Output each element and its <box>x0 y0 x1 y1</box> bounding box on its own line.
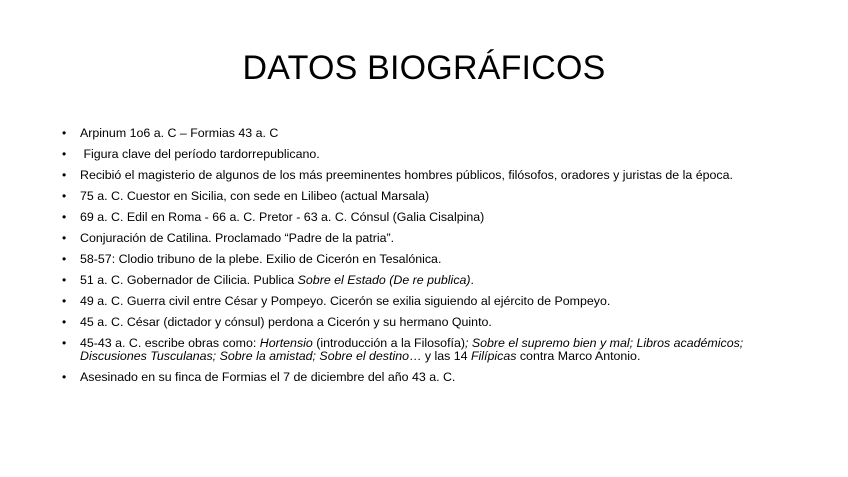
bullet-text: Conjuración de Catilina. Proclamado “Padre de la patria”. <box>80 231 395 245</box>
list-item <box>62 190 762 203</box>
bullet-text: 69 a. C. Edil en Roma - 66 a. C. Pretor - 63 a. C. Cónsul (Galia Cisalpina) <box>80 210 485 224</box>
bullet-icon: • <box>62 370 67 384</box>
text-segment: … y las 14 <box>408 349 471 363</box>
bullet-text: Recibió el magisterio de algunos de los más preeminentes hombres públicos, filósofos, oradores y juristas de la época. <box>80 168 733 182</box>
bullet-icon: • <box>62 231 67 245</box>
bullet-list <box>62 127 762 392</box>
text-segment: 51 a. C. Gobernador de Cilicia. Publica <box>80 273 298 287</box>
list-item <box>62 274 762 287</box>
bullet-text: 75 a. C. Cuestor en Sicilia, con sede en Lilibeo (actual Marsala) <box>80 189 430 203</box>
list-item <box>62 169 762 182</box>
bullet-icon: • <box>62 336 67 350</box>
text-segment: . <box>470 273 474 287</box>
slide-title: DATOS BIOGRÁFICOS <box>242 49 606 87</box>
bullet-icon: • <box>62 126 67 140</box>
list-item <box>62 295 762 308</box>
bullet-text: 58-57: Clodio tribuno de la plebe. Exilio de Cicerón en Tesalónica. <box>80 252 442 266</box>
list-item <box>62 148 762 161</box>
list-item <box>62 253 762 266</box>
list-item <box>62 316 762 329</box>
list-item <box>62 127 762 140</box>
bullet-text: 49 a. C. Guerra civil entre César y Pompeyo. Cicerón se exilia siguiendo al ejército de Pompeyo. <box>80 294 611 308</box>
bullet-text <box>80 273 474 287</box>
book-titles: ; Sobre el supremo bien y mal; Libros académicos; Discusiones Tusculanas; Sobre la amistad; Sobre el destino <box>80 336 744 363</box>
bullet-icon: • <box>62 252 67 266</box>
bullet-icon: • <box>62 315 67 329</box>
text-segment: contra Marco Antonio. <box>516 349 641 363</box>
bullet-text: Asesinado en su finca de Formias el 7 de diciembre del año 43 a. C. <box>80 370 456 384</box>
list-item <box>62 211 762 224</box>
bullet-icon: • <box>62 273 67 287</box>
bullet-text: Arpinum 1o6 a. C – Formias 43 a. C <box>80 126 279 140</box>
book-title: Filípicas <box>470 349 517 363</box>
list-item <box>62 337 762 363</box>
text-segment: 45-43 a. C. escribe obras como: <box>80 336 260 350</box>
book-title: Hortensio <box>259 336 313 350</box>
book-title: Sobre el Estado (De re publica) <box>297 273 471 287</box>
list-item <box>62 371 762 384</box>
bullet-text: 45 a. C. César (dictador y cónsul) perdona a Cicerón y su hermano Quinto. <box>80 315 492 329</box>
bullet-icon: • <box>62 294 67 308</box>
bullet-text <box>80 336 743 363</box>
text-segment: (introducción a la Filosofía) <box>312 336 465 350</box>
bullet-icon: • <box>62 189 67 203</box>
bullet-icon: • <box>62 210 67 224</box>
list-item <box>62 232 762 245</box>
bullet-icon: • <box>62 147 67 161</box>
bullet-text: Figura clave del período tardorrepublicano. <box>80 147 320 161</box>
bullet-icon: • <box>62 168 67 182</box>
